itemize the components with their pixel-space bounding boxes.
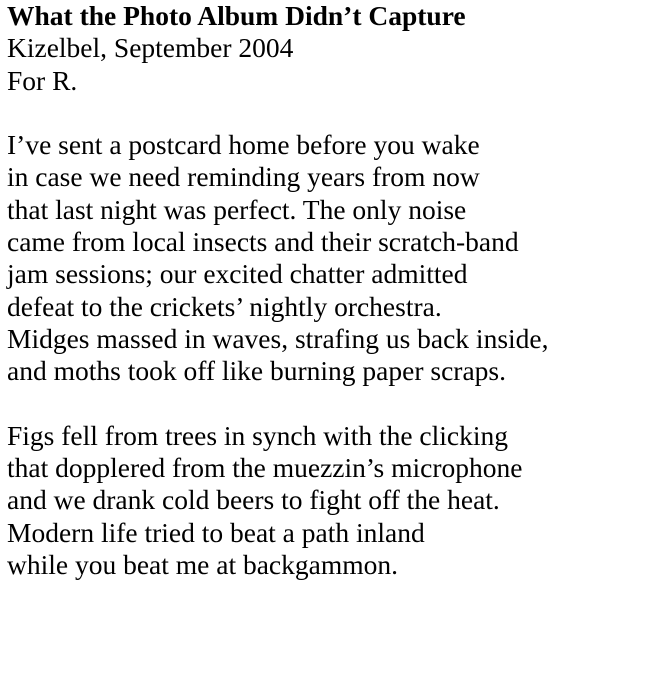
poem-line: Modern life tried to beat a path inland bbox=[7, 516, 425, 548]
poem-line: and we drank cold beers to fight off the heat. bbox=[7, 484, 500, 516]
poem-line: Midges massed in waves, strafing us back inside, bbox=[7, 322, 549, 354]
place-date: Kizelbel, September 2004 bbox=[7, 32, 294, 64]
poem-line: defeat to the crickets’ nightly orchestra. bbox=[7, 290, 442, 322]
poem-line: came from local insects and their scratch-band bbox=[7, 226, 519, 258]
stanza-break bbox=[7, 97, 652, 129]
poem-line: Figs fell from trees in synch with the clicking bbox=[7, 419, 509, 451]
poem bbox=[7, 0, 652, 581]
poem-line: while you beat me at backgammon. bbox=[7, 549, 398, 581]
poem-line: and moths took off like burning paper scraps. bbox=[7, 355, 506, 387]
stanza-break bbox=[7, 388, 652, 420]
poem-line: that last night was perfect. The only noise bbox=[7, 193, 467, 225]
dedication: For R. bbox=[7, 64, 78, 96]
poem-line: in case we need reminding years from now bbox=[7, 161, 480, 193]
poem-title: What the Photo Album Didn’t Capture bbox=[7, 0, 466, 31]
poem-line: that dopplered from the muezzin’s microphone bbox=[7, 452, 523, 484]
poem-line: jam sessions; our excited chatter admitted bbox=[7, 258, 468, 290]
stanza-2 bbox=[7, 420, 652, 581]
poem-line: I’ve sent a postcard home before you wake bbox=[7, 129, 480, 161]
stanza-1 bbox=[7, 129, 652, 387]
